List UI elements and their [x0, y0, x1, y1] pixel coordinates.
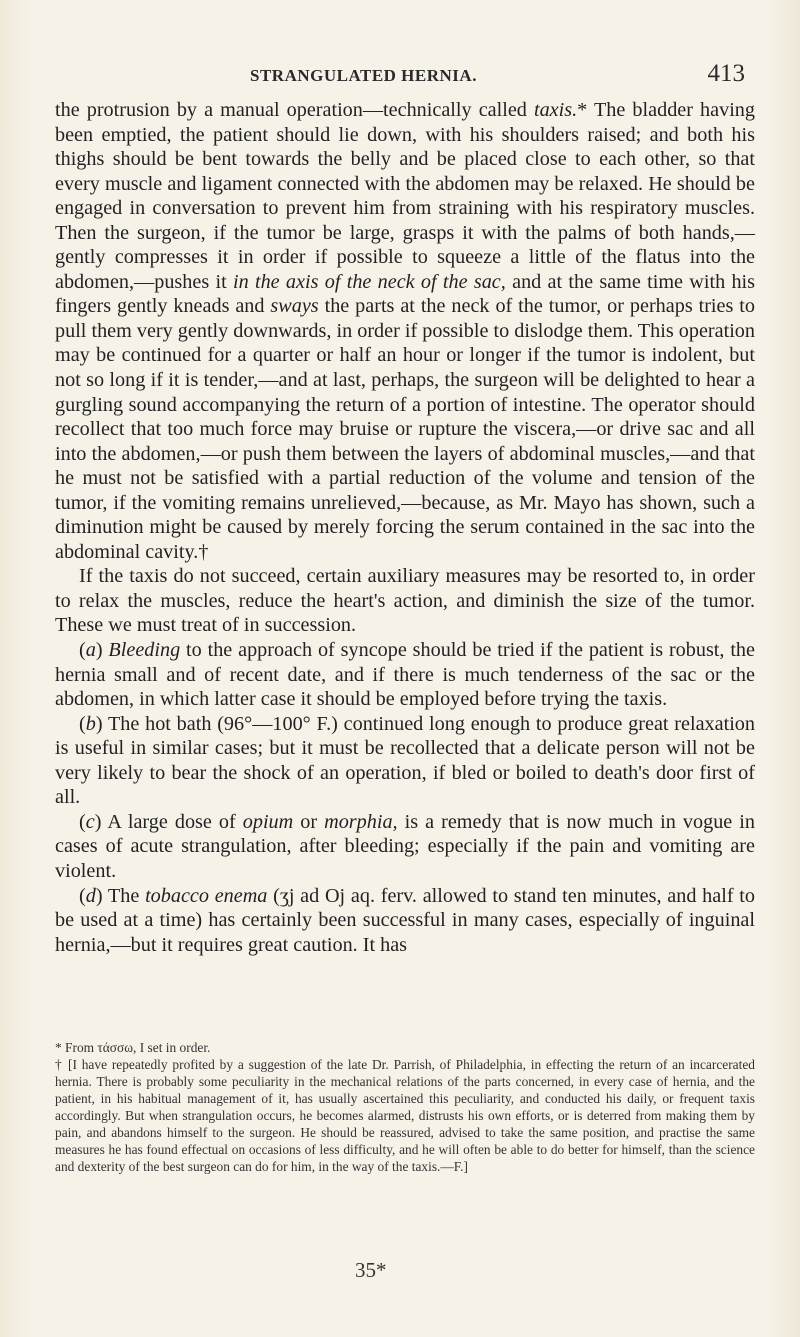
paragraph [55, 712, 755, 810]
paragraph-segment: ( [79, 639, 86, 662]
signature-mark: 35* [355, 1258, 387, 1282]
footnote [55, 1056, 755, 1175]
paragraph-segment: Bleeding [108, 639, 181, 662]
footnote-segment: † [I have repeatedly profited by a suggestion of the late Dr. Parrish, of Philadelphia, in effecting the return of an incarcerated hernia. There is probably some peculiarity in the mechanical relations of the parts concerned, in every case of hernia, and the patient, in his habitual management of it, has usually ascertained this peculiarity, and conducted his daily, or frequent taxis accordingly. But when strangulation occurs, he becomes alarmed, distrusts his own efforts, or is deterred from making them by pain, and abandons himself to the surgeon. He should be reassured, advised to take the same position, and practise the same measures he has found effectual on occasions of less difficulty, and he will often be able to do better for himself, than the science and dexterity of the best surgeon can do for him, in the way of the taxis.—F.] [55, 1057, 755, 1174]
paragraph-segment: in the axis of the neck of the sac, [232, 270, 506, 293]
paragraph-segment: the protrusion by a manual operation—technically called [55, 99, 534, 121]
paragraph-segment: to the approach of syncope should be tried if the patient is robust, the hernia small and of recent date, and if there is much tenderness of the sac or the abdomen, in which latter case it should be employed before trying the taxis. [55, 639, 755, 711]
paragraph [55, 564, 755, 638]
paragraph-segment: ) The hot bath (96°—100° F.) continued long enough to produce great relaxation is useful in similar cases; but it must be recollected that a delicate person will not be very likely to bear the shock of an operation, if bled or boiled to death's door first of all. [55, 712, 755, 809]
paragraph-segment: or [293, 810, 325, 833]
paragraph-segment: and at the same time with his fingers gently kneads and [55, 270, 756, 318]
paragraph-segment: ( [79, 810, 86, 833]
paragraph-segment: opium [242, 810, 294, 833]
paragraph-segment: ) [95, 639, 109, 662]
paragraph-segment: tobacco enema [145, 884, 268, 907]
paragraph [55, 810, 755, 884]
paragraph-segment: * The bladder having been emptied, the patient should lie down, with his shoulders raised; and both his thighs should be bent towards the belly and be placed close to each other, so that every muscle and ligament connected with the abdomen may be relaxed. He should be engaged in conversation to prevent him from straining with his respiratory muscles. Then the surgeon, if the tumor be large, grasps it with the palms of both hands,—gently compresses it in order if possible to squeeze a little of the flatus into the abdomen,—pushes it [55, 99, 755, 293]
running-title: STRANGULATED HERNIA. [250, 66, 477, 85]
paragraph [55, 884, 755, 958]
paragraph-segment: If the taxis do not succeed, certain auxiliary measures may be resorted to, in order to relax the muscles, reduce the heart's action, and diminish the size of the tumor. These we must treat of in succession. [55, 565, 755, 637]
footnote-segment: * From τάσσω, I set in order. [55, 1040, 211, 1055]
page-header [60, 60, 750, 94]
paragraph-segment: the parts at the neck of the tumor, or perhaps tries to pull them very gently downwards, in order if possible to dislodge them. This operation may be continued for a quarter or half an hour or longer if the tumor is indolent, but not so long if it is tender,—and at last, perhaps, the surgeon will be delighted to hear a gurgling sound accompanying the return of a portion of intestine. The operator should recollect that too much force may bruise or rupture the viscera,—or drive sac and all into the abdomen,—or push them between the layers of abdominal muscles,—and that he must not be satisfied with a partial reduction of the volume and tension of the tumor, if the vomiting remains unrelieved,—because, as Mr. Mayo has shown, such a diminution might be caused by merely forcing the serum contained in the sac into the abdominal cavity.† [55, 295, 755, 563]
footnotes [55, 1039, 755, 1175]
footnote [55, 1039, 755, 1056]
paragraph [55, 638, 755, 712]
paragraph-segment: ) A large dose of [94, 810, 243, 833]
paragraph-segment: ( [79, 712, 86, 735]
paragraph-segment: ( [79, 884, 86, 907]
paragraph-segment: sways [270, 295, 319, 318]
paragraph-segment: b [85, 712, 96, 735]
paragraph-segment: ) The [95, 884, 146, 907]
paragraph-segment: taxis. [533, 99, 578, 121]
page-number: 413 [707, 60, 745, 87]
paragraph-segment: morphia, [324, 810, 398, 833]
paragraph-segment: c [85, 810, 95, 833]
paragraph-segment: a [85, 639, 96, 662]
body-text [55, 98, 755, 957]
paragraph [55, 98, 755, 564]
paragraph-segment: d [85, 884, 96, 907]
paragraph-segment: is a remedy that is now much in vogue in cases of acute strangulation, after bleeding; especially if the pain and vomiting are violent. [55, 810, 755, 882]
paragraph-segment: (ʒj ad Oj aq. ferv. allowed to stand ten minutes, and half to be used at a time) has certainly been successful in many cases, especially of inguinal hernia,—but it requires great caution. It has [55, 884, 755, 956]
